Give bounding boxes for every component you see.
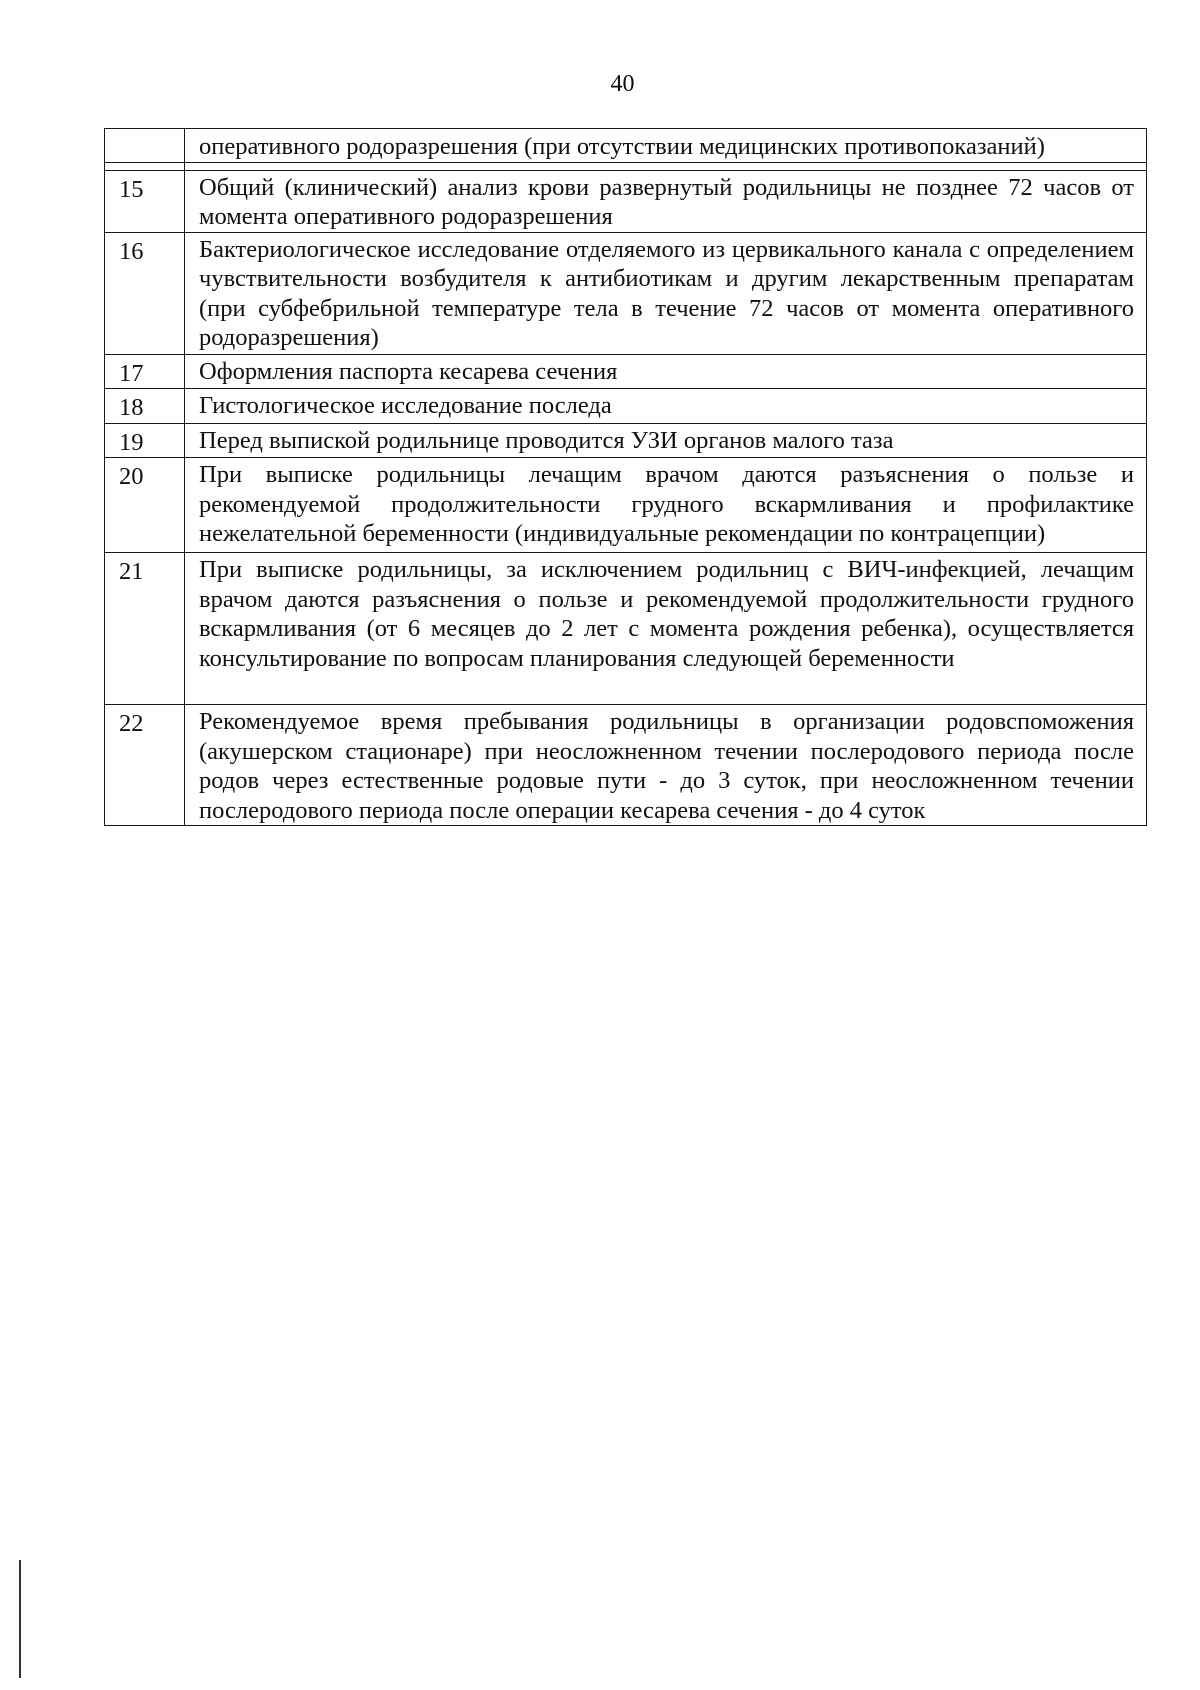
row-text: Общий (клинический) анализ крови развернутый родильницы не позднее 72 часов от момента оперативного родоразрешения bbox=[185, 170, 1147, 232]
scan-margin-line bbox=[19, 1560, 21, 1678]
table-row bbox=[105, 170, 1147, 232]
row-text: При выписке родильницы лечащим врачом даются разъяснения о пользе и рекомендуемой продолжительности грудного вскармливания и профилактике нежелательной беременности (индивидуальные рекомендации по контрацепции) bbox=[185, 458, 1147, 553]
table-row bbox=[105, 458, 1147, 553]
row-number: 21 bbox=[105, 553, 185, 705]
table-row bbox=[105, 232, 1147, 354]
table-row bbox=[105, 553, 1147, 705]
table-row bbox=[105, 354, 1147, 389]
row-text: При выписке родильницы, за исключением родильниц с ВИЧ-инфекцией, лечащим врачом даются разъяснения о пользе и рекомендуемой продолжительности грудного вскармливания (от 6 месяцев до 2 лет с момента рождения ребенка), осуществляется консультирование по вопросам планирования следующей беременности bbox=[185, 553, 1147, 705]
row-text: Гистологическое исследование последа bbox=[185, 389, 1147, 424]
row-text: Оформления паспорта кесарева сечения bbox=[185, 354, 1147, 389]
row-number-cell-empty bbox=[105, 129, 185, 163]
separator-cell bbox=[185, 162, 1147, 170]
row-number: 20 bbox=[105, 458, 185, 553]
table-separator-row bbox=[105, 162, 1147, 170]
page-number: 40 bbox=[610, 71, 635, 97]
row-number: 15 bbox=[105, 170, 185, 232]
table-row bbox=[105, 705, 1147, 826]
row-number: 17 bbox=[105, 354, 185, 389]
row-text: Бактериологическое исследование отделяемого из цервикального канала с определением чувствительности возбудителя к антибиотикам и другим лекарственным препаратам (при субфебрильной температуре тела в течение 72 часов от момента оперативного родоразрешения) bbox=[185, 232, 1147, 354]
row-number: 19 bbox=[105, 423, 185, 458]
table-row bbox=[105, 423, 1147, 458]
row-number: 22 bbox=[105, 705, 185, 826]
separator-cell bbox=[105, 162, 185, 170]
requirements-table bbox=[104, 128, 1147, 826]
row-text-continuation: оперативного родоразрешения (при отсутствии медицинских противопоказаний) bbox=[185, 129, 1147, 163]
table-row bbox=[105, 389, 1147, 424]
row-text: Перед выпиской родильнице проводится УЗИ органов малого таза bbox=[185, 423, 1147, 458]
row-number: 16 bbox=[105, 232, 185, 354]
row-text: Рекомендуемое время пребывания родильницы в организации родовспоможения (акушерском стационаре) при неосложненном течении послеродового периода после родов через естественные родовые пути - до 3 суток, при неосложненном течении послеродового периода после операции кесарева сечения - до 4 суток bbox=[185, 705, 1147, 826]
table-row-continuation bbox=[105, 129, 1147, 163]
row-number: 18 bbox=[105, 389, 185, 424]
